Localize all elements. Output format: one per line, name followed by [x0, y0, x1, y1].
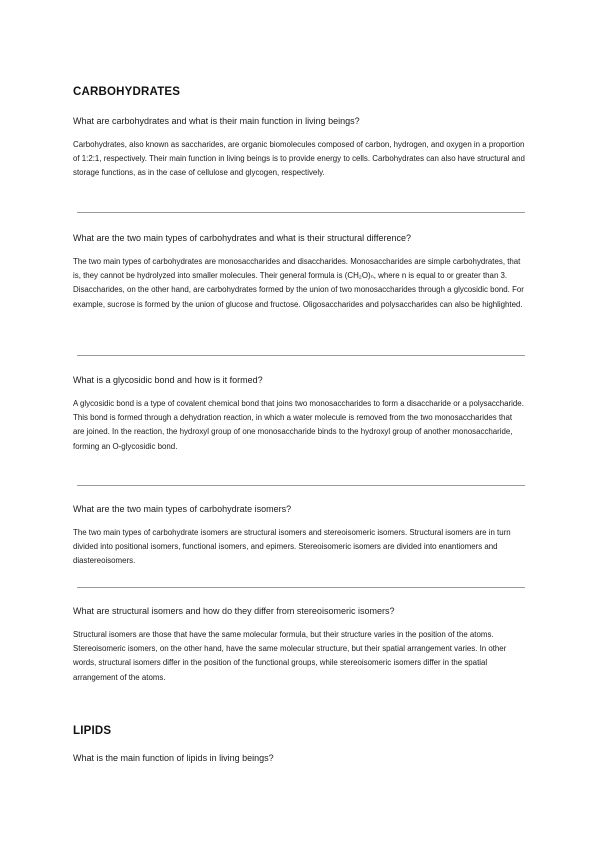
question-1: What are carbohydrates and what is their main function in living beings? — [73, 116, 360, 126]
divider-4 — [77, 587, 525, 588]
question-4: What are the two main types of carbohydrate isomers? — [73, 504, 292, 514]
question-6: What is the main function of lipids in living beings? — [73, 753, 274, 763]
answer-1: Carbohydrates, also known as saccharides, are organic biomolecules composed of carbon, hydrogen, and oxygen in a proportion of 1:2:1, respectively. Their main function in living beings is to provide energy to cells. Carbohydrates can also have structural and storage functions, as in the case of cellulose and glycogen, respectively. — [73, 140, 525, 178]
answer-3: A glycosidic bond is a type of covalent chemical bond that joins two monosaccharides to form a disaccharide or a polysaccharide. This bond is formed through a dehydration reaction, in which a water molecule is removed from the two monosaccharides that are joined. In the reaction, the hydroxyl group of one monosaccharide binds to the hydroxyl group of another monosaccharide, forming an O-glycosidic bond. — [73, 399, 524, 451]
divider-1 — [77, 212, 525, 213]
question-3: What is a glycosidic bond and how is it formed? — [73, 375, 263, 385]
section-title-carbohydrates: CARBOHYDRATES — [73, 86, 181, 98]
question-5: What are structural isomers and how do they differ from stereoisomeric isomers? — [73, 606, 395, 616]
divider-2 — [77, 355, 525, 356]
section-title-lipids: LIPIDS — [73, 725, 112, 737]
answer-4: The two main types of carbohydrate isomers are structural isomers and stereoisomeric isomers. Structural isomers are in turn divided into positional isomers, functional isomers, and epimers. Stereoisomeric isomers are divided into enantiomers and diastereoisomers. — [73, 528, 511, 566]
answer-5: Structural isomers are those that have the same molecular formula, but their structure varies in the position of the atoms. Stereoisomeric isomers, on the other hand, have the same molecular structure, but their spatial arrangement varies. In other words, structural isomers differ in the position of the functional groups, while stereoisomeric isomers differ in the spatial arrangement of the atoms. — [73, 630, 507, 682]
question-2: What are the two main types of carbohydrates and what is their structural difference? — [73, 233, 412, 243]
answer-2: The two main types of carbohydrates are monosaccharides and disaccharides. Monosaccharides are simple carbohydrates, that is, they cannot be hydrolyzed into smaller molecules. Their general formula is (CH₂O)ₙ, where n is equal to or greater than 3. Disaccharides, on the other hand, are carbohydrates formed by the union of two monosaccharides through a glycosidic bond. For example, sucrose is formed by the union of glucose and fructose. Oligosaccharides and polysaccharides can also be highlighted. — [73, 257, 524, 309]
divider-3 — [77, 485, 525, 486]
